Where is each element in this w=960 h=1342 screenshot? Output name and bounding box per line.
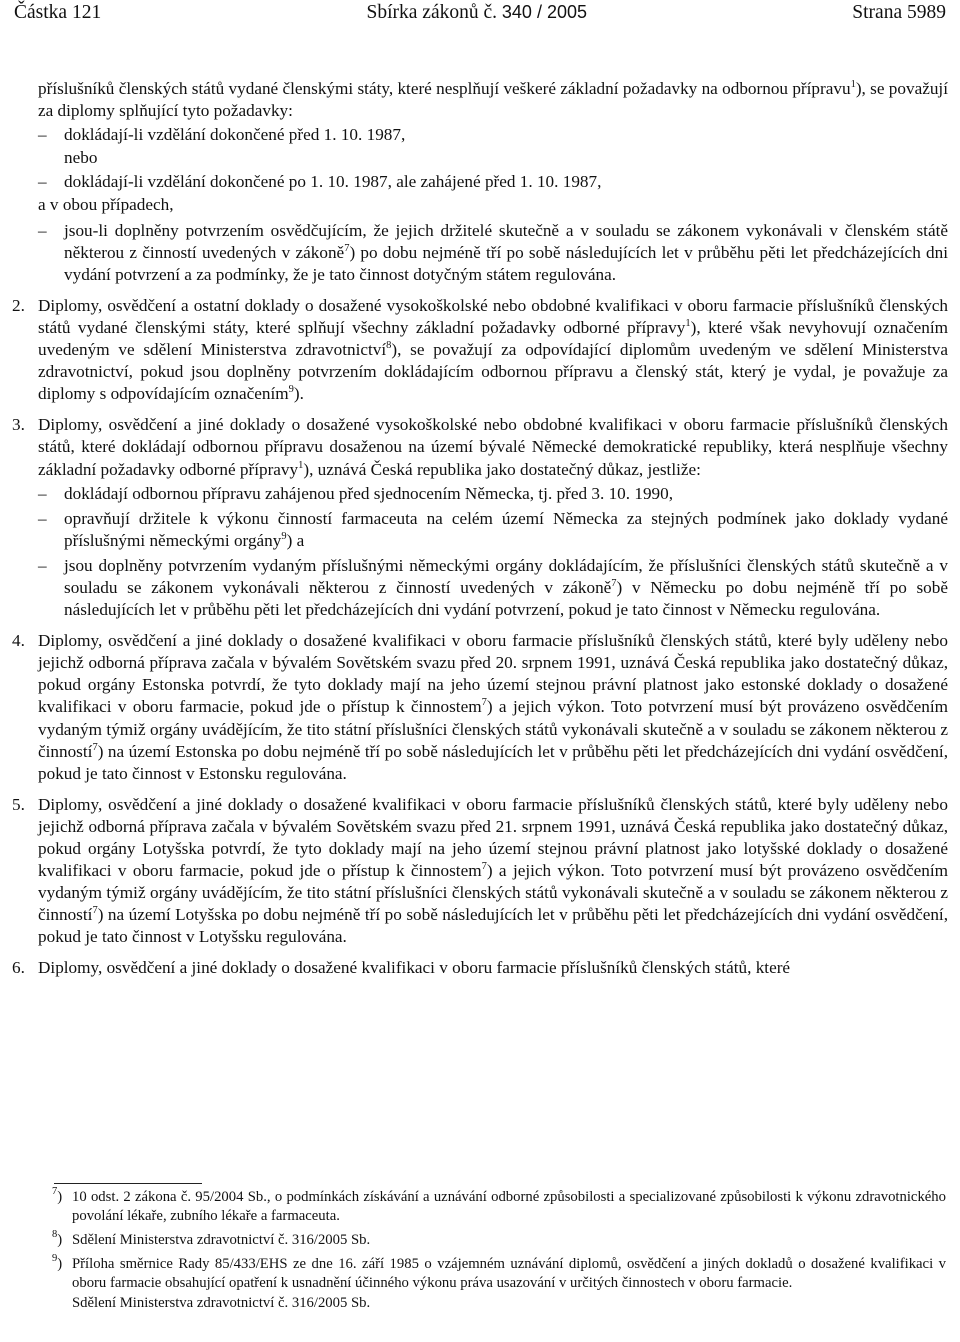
header-law-number: 340 / 2005	[501, 2, 587, 22]
header-page-number: Strana 5989	[852, 2, 946, 23]
condition-item: – jsou-li doplněny potvrzením osvědčujícím, že jejich držitelé skutečně a v souladu se zákonem vykonávali v členském státě některou z činností uvedených v zákoně$^7$) po dobu nejméně tří po sobě následujících let v průběhu pěti let předcházejících dni vydání potvrzení a za podmínky, že je tato činnost dotyčným státem regulována.	[38, 220, 949, 284]
numbered-paragraph-3: 3. Diplomy, osvědčení a jiné doklady o dosažené vysokoškolské nebo obdobné kvalifikaci v oboru farmacie příslušníků členských států, které dokládají odbornou přípravu dosaženou na území bývalé Německé demokratické republiky, která nesplňuje všechny základní požadavky odborné přípravy$^1$), uznává Česká republika jako dostatečný důkaz, jestliže:	[12, 415, 948, 479]
numbered-paragraph-5: 5. Diplomy, osvědčení a jiné doklady o dosažené kvalifikaci v oboru farmacie příslušníků členských států, které byly uděleny nebo jejichž odborná příprava začala v bývalém Sovětském svazu před 21. srpnem 1991, uznává Česká republika jako dostatečný důkaz, pokud orgány Lotyšska potvrdí, že tyto doklady mají na jeho území stejnou právní platnost jako lotyšské doklady o dosažené kvalifikaci v oboru farmacie, pokud jde o přístup k činnostem$^7$) a jejich výkon. Toto potvrzení musí být provázeno osvědčením vydaným týmiž orgány uvádějícím, že tito státní příslušníci členských států vykonávali skutečně a v souladu se zákonem některou z činností$^7$) na území Lotyšska po dobu nejméně tří po sobě následujících let v průběhu pěti let předcházejících dni vydání osvědčení, pokud je tato činnost v Lotyšsku regulována.	[12, 794, 948, 947]
footnote-continuation: Sdělení Ministerstva zdravotnictví č. 316/2005 Sb.	[72, 1295, 371, 1311]
conjunction-nebo: nebo	[64, 148, 98, 168]
footnote-item: $^8$) Sdělení Ministerstva zdravotnictví č. 316/2005 Sb.	[52, 1229, 371, 1248]
footnotes	[14, 1183, 946, 1313]
condition-item: – jsou doplněny potvrzením vydaným příslušnými německými orgány dokládajícím, že příslušníci členských států skutečně a v souladu se zákonem vykonávali některou z činností uvedených v zákoně$^7$) v Německu po dobu nejméně tří po sobě následujících let v průběhu pěti let předcházejících dni vydání potvrzení, pokud je tato činnost v Německu regulována.	[38, 555, 948, 620]
header-issue: Částka 121	[14, 2, 102, 23]
page-header	[14, 2, 946, 24]
condition-item: – dokládají odbornou přípravu zahájenou před sjednocením Německa, tj. před 3. 10. 1990,	[38, 483, 674, 503]
header-law	[367, 2, 587, 24]
document-body	[12, 78, 949, 980]
footnote-item: $^9$) Příloha směrnice Rady 85/433/EHS ze dne 16. září 1985 o vzájemném uznávání diplomů, osvědčení a jiných dokladů o dosažené kvalifikaci v oboru farmacie obsahující opatření k usnadnění účinného výkonu práva usazování v určitých činnostech v oboru farmacie.	[52, 1253, 946, 1291]
numbered-paragraph-2: 2. Diplomy, osvědčení a ostatní doklady o dosažené vysokoškolské nebo obdobné kvalifikaci v oboru farmacie příslušníků členských států vydané členskými státy, které splňují všechny základní požadavky odborné přípravy$^1$), které však nevyhovují označením uvedeným ve sdělení Ministerstva zdravotnictví$^8$), se považují za odpovídající diplomům uvedeným ve sdělení Ministerstva zdravotnictví, pokud jsou doplněny potvrzením dokládajícím odbornou přípravu a členský stát, který je vydal, je považuje za diplomy s odpovídajícím označením$^9$).	[12, 295, 948, 404]
conjunction-both-cases: a v obou případech,	[38, 195, 174, 215]
intro-paragraph: příslušníků členských států vydané členskými státy, které nesplňují veškeré základní požadavky na odbornou přípravu$^1$), se považují za diplomy splňující tyto požadavky:	[38, 79, 948, 121]
condition-item: – dokládají-li vzdělání dokončené po 1. 10. 1987, ale zahájené před 1. 10. 1987,	[38, 172, 602, 192]
numbered-paragraph-4: 4. Diplomy, osvědčení a jiné doklady o dosažené kvalifikaci v oboru farmacie příslušníků členských států, které byly uděleny nebo jejichž odborná příprava začala v bývalém Sovětském svazu před 20. srpnem 1991, uznává Česká republika jako dostatečný důkaz, pokud orgány Estonska potvrdí, že tyto doklady mají na jeho území stejnou právní platnost jako estonské doklady o dosažené kvalifikaci v oboru farmacie, pokud jde o přístup k činnostem$^7$) a jejich výkon. Toto potvrzení musí být provázeno osvědčením vydaným týmiž orgány uvádějícím, že tito státní příslušníci členských států vykonávali skutečně a v souladu se zákonem některou z činností$^7$) na území Estonska po dobu nejméně tří po sobě následujících let v průběhu pěti let předcházejících dni vydání osvědčení, pokud je tato činnost v Estonsku regulována.	[12, 631, 948, 783]
footnote-divider	[54, 1183, 202, 1184]
numbered-paragraph-6: 6. Diplomy, osvědčení a jiné doklady o dosažené kvalifikaci v oboru farmacie příslušníků členských států, které	[12, 958, 791, 978]
condition-item: – opravňují držitele k výkonu činností farmaceuta na celém území Německa za stejných podmínek jako doklady vydané příslušnými německými orgány$^9$) a	[38, 508, 948, 550]
condition-item: – dokládají-li vzdělání dokončené před 1. 10. 1987,	[38, 125, 406, 145]
footnote-item: $^7$) 10 odst. 2 zákona č. 95/2004 Sb., o podmínkách získávání a uznávání odborné způsobilosti a specializované způsobilosti k výkonu zdravotnického povolání lékaře, zubního lékaře a farmaceuta.	[52, 1186, 946, 1224]
header-law-prefix: Sbírka zákonů č.	[366, 2, 498, 23]
